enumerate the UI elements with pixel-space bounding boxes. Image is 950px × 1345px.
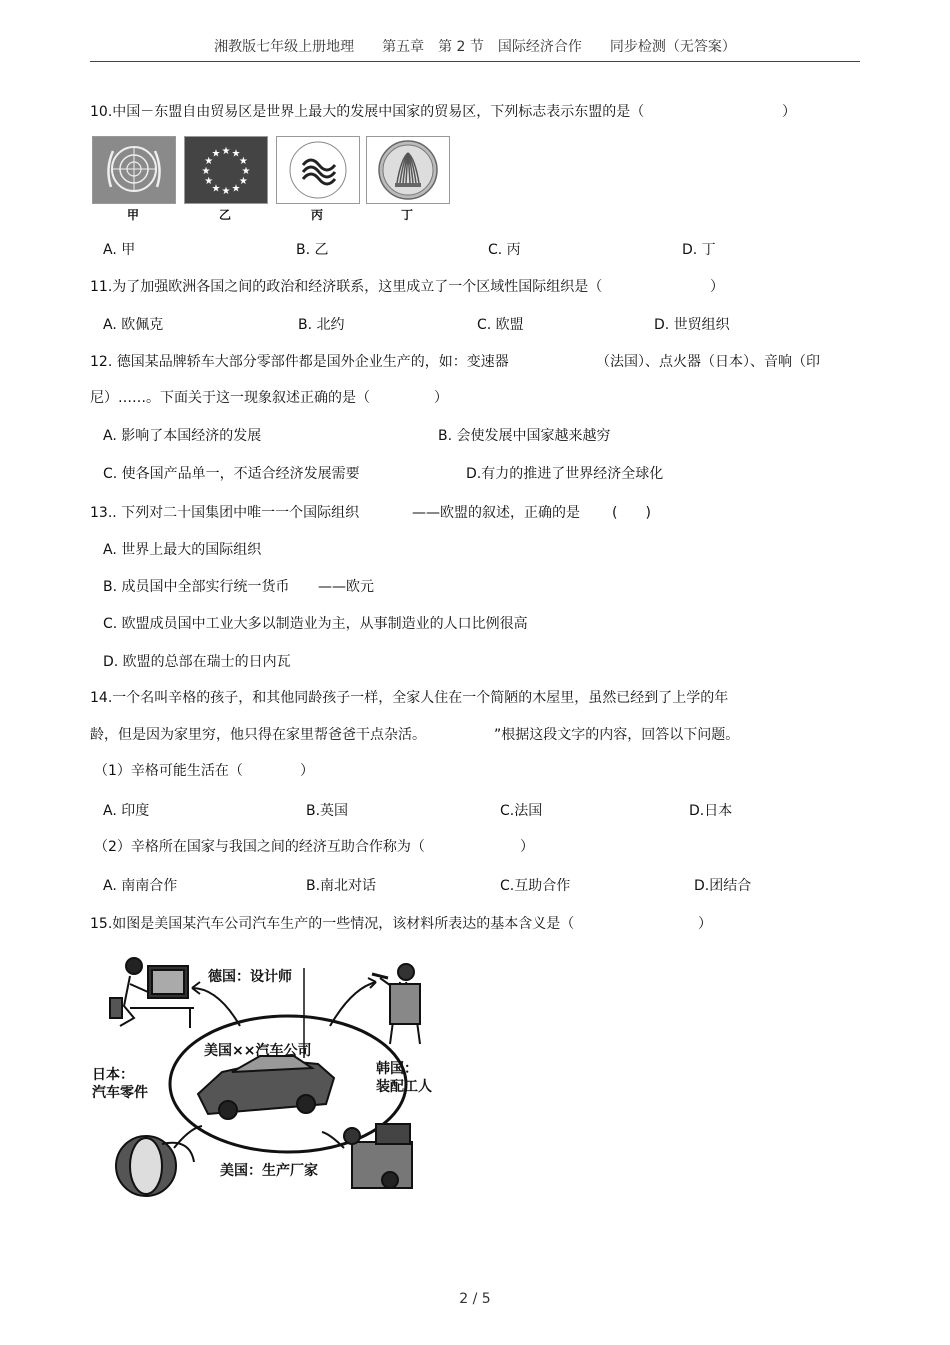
page-number: 2 / 5 (459, 1291, 491, 1307)
q11-stem: 11.为了加强欧洲各国之间的政治和经济联系，这里成立了一个区域性国际组织是（ (90, 279, 603, 295)
q10-close-paren: ） (782, 104, 796, 120)
q10-stem: 10.中国－东盟自由贸易区是世界上最大的发展中国家的贸易区，下列标志表示东盟的是（ (90, 104, 645, 120)
q12-line-1: 12. 德国某品牌轿车大部分零部件都是国外企业生产的，如：变速器 (90, 354, 509, 370)
eu-star-icon: ★ (204, 176, 214, 187)
q14-2-option-b: B.南北对话 (306, 878, 377, 894)
q13-stem-b: ——欧盟的叙述，正确的是 (412, 505, 580, 521)
q10-logo-row (92, 136, 452, 226)
eu-star-icon: ★ (211, 148, 221, 160)
q10-option-a: A. 甲 (103, 242, 136, 258)
logo-caption-ding: 丁 (400, 208, 413, 222)
designer-person-illustration (372, 964, 420, 1044)
q15-close-paren: ） (698, 916, 712, 932)
page-header: 湘教版七年级上册地理 第五章 第 2 节 国际经济合作 同步检测（无答案） (214, 39, 736, 55)
q13-option-b-suffix: ——欧元 (318, 579, 374, 595)
q14-line-1: 14.一个名叫辛格的孩子，和其他同龄孩子一样，全家人住在一个简陋的木屋里，虽然已经到了上学的年 (90, 690, 729, 706)
q14-line-2b: ”根据这段文字的内容，回答以下问题。 (494, 727, 740, 743)
figure-label-japan-2: 汽车零件 (92, 1085, 148, 1101)
figure-label-japan-1: 日本： (92, 1067, 134, 1083)
q14-sub-1-close: ） (300, 763, 314, 779)
q12-line-1b: （法国）、点火器（日本）、音响（印 (596, 354, 820, 370)
eu-star-icon: ★ (231, 148, 241, 160)
q10-option-b: B. 乙 (296, 242, 329, 258)
q11-option-b: B. 北约 (298, 317, 345, 333)
q12-option-d: D.有力的推进了世界经济全球化 (466, 466, 664, 482)
q14-1-option-b: B.英国 (306, 803, 349, 819)
q14-sub-2: （2）辛格所在国家与我国之间的经济互助合作称为（ (94, 839, 425, 855)
q13-option-d: D. 欧盟的总部在瑞士的日内瓦 (103, 654, 291, 670)
eu-flag-logo (184, 136, 268, 204)
q13-option-a: A. 世界上最大的国际组织 (103, 542, 262, 558)
q12-option-c: C. 使各国产品单一，不适合经济发展需要 (103, 466, 360, 482)
logo-caption-jia: 甲 (126, 208, 139, 222)
wto-logo (276, 136, 360, 204)
q15-stem: 15.如图是美国某汽车公司汽车生产的一些情况，该材料所表达的基本含义是（ (90, 916, 575, 932)
q14-1-option-a: A. 印度 (103, 803, 150, 819)
eu-star-icon: ★ (221, 186, 231, 197)
q14-line-2: 龄，但是因为家里穷，他只得在家里帮爸爸干点杂活。 (90, 727, 426, 743)
q14-2-option-a: A. 南南合作 (103, 878, 178, 894)
un-emblem-logo (92, 136, 176, 204)
logo-caption-bing: 丙 (310, 208, 323, 222)
figure-label-usa: 美国：生产厂家 (220, 1163, 318, 1179)
tire-illustration (116, 1136, 194, 1196)
figure-label-korea-2: 装配工人 (376, 1079, 432, 1095)
q11-option-c: C. 欧盟 (477, 317, 524, 333)
q14-2-option-c: C.互助合作 (500, 878, 571, 894)
q12-close-paren: ） (434, 390, 448, 406)
figure-label-company: 美国××汽车公司 (204, 1043, 312, 1059)
q13-option-b: B. 成员国中全部实行统一货币 (103, 579, 290, 595)
eu-star-icon: ★ (201, 166, 211, 177)
eu-star-icon: ★ (238, 156, 248, 167)
figure-label-germany: 德国：设计师 (208, 969, 292, 985)
eu-star-icon: ★ (211, 183, 221, 195)
q13-stem: 13.. 下列对二十国集团中唯一一个国际组织 (90, 505, 360, 521)
logo-caption-yi: 乙 (218, 208, 231, 222)
eu-star-icon: ★ (241, 166, 251, 177)
asean-logo (366, 136, 450, 204)
q12-line-2: 尼）……。下面关于这一现象叙述正确的是（ (90, 390, 370, 406)
eu-star-icon: ★ (238, 176, 248, 187)
q14-sub-1: （1）辛格可能生活在（ (94, 763, 243, 779)
q14-1-option-d: D.日本 (689, 803, 733, 819)
q10-option-d: D. 丁 (682, 242, 716, 258)
q14-1-option-c: C.法国 (500, 803, 543, 819)
q12-option-a: A. 影响了本国经济的发展 (103, 428, 262, 444)
q11-option-a: A. 欧佩克 (103, 317, 164, 333)
figure-label-korea-1: 韩国： (376, 1061, 418, 1077)
car-illustration (198, 1056, 334, 1119)
q11-option-d: D. 世贸组织 (654, 317, 730, 333)
q13-close-paren: ( ) (612, 505, 651, 521)
q11-close-paren: ） (710, 279, 724, 295)
q14-2-option-d: D.团结合 (694, 878, 752, 894)
q13-option-c: C. 欧盟成员国中工业大多以制造业为主，从事制造业的人口比例很高 (103, 616, 528, 632)
designer-computer-illustration (110, 958, 194, 1028)
header-divider (90, 61, 860, 62)
eu-star-icon: ★ (231, 183, 241, 195)
eu-star-icon: ★ (221, 146, 231, 157)
factory-workers-illustration (344, 1124, 412, 1188)
q14-sub-2-close: ） (520, 839, 534, 855)
q12-option-b: B. 会使发展中国家越来越穷 (438, 428, 611, 444)
q10-option-c: C. 丙 (488, 242, 521, 258)
car-production-figure (90, 948, 460, 1208)
eu-star-icon: ★ (204, 156, 214, 167)
